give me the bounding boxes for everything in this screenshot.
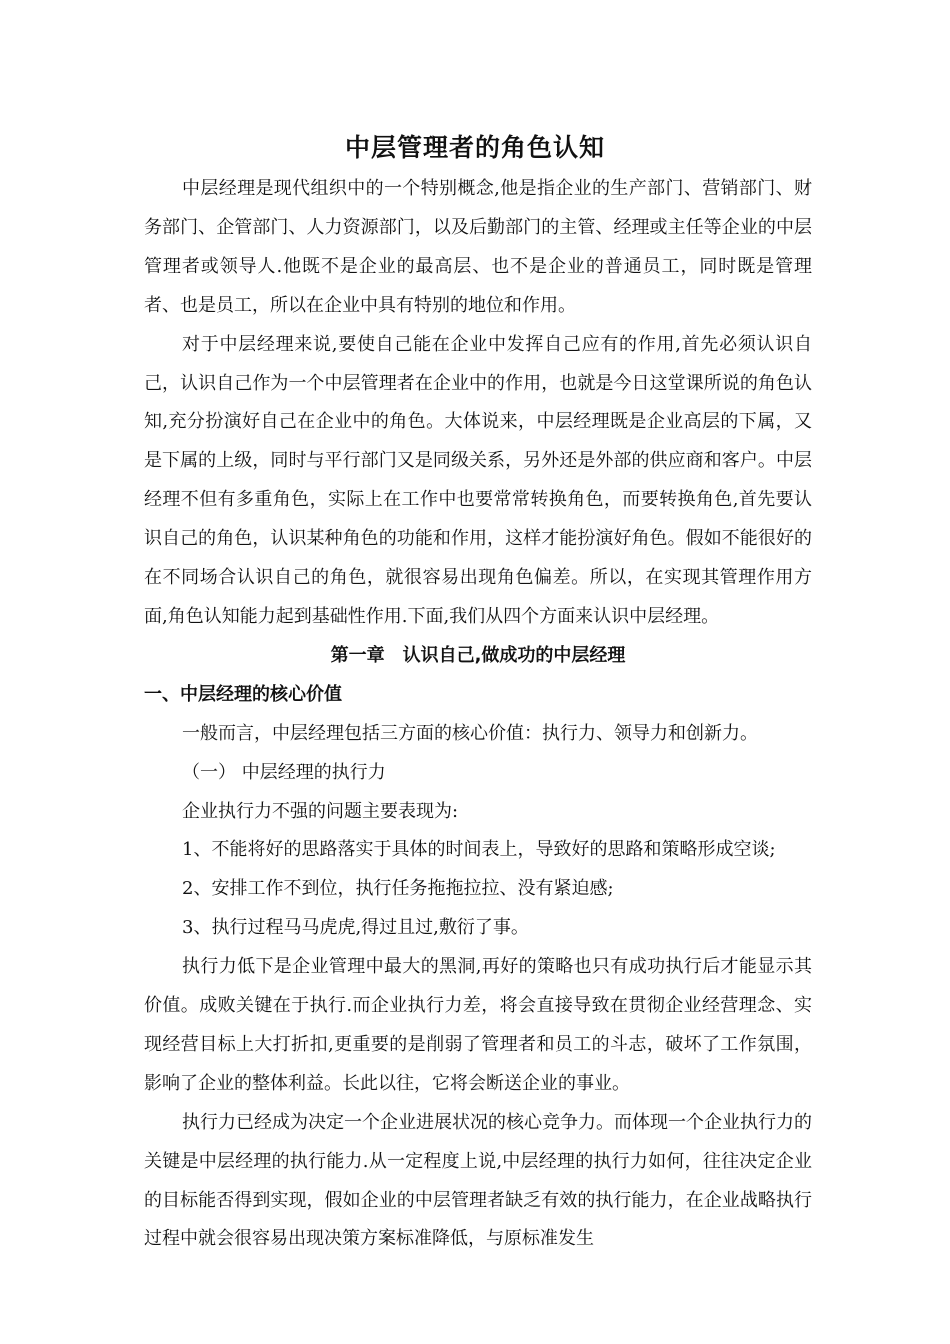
- list-item: 3、执行过程马马虎虎,得过且过,敷衍了事。: [182, 917, 529, 939]
- problems-intro: 企业执行力不强的问题主要表现为:: [182, 800, 459, 822]
- core-values-paragraph: 一般而言，中层经理包括三方面的核心价值：执行力、领导力和创新力。: [182, 722, 758, 744]
- list-item: 1、不能将好的思路落实于具体的时间表上，导致好的思路和策略形成空谈;: [182, 839, 776, 861]
- list-item: 2、安排工作不到位，执行任务拖拖拉拉、没有紧迫感;: [182, 878, 614, 900]
- chapter-heading: 第一章 认识自己,做成功的中层经理: [330, 644, 626, 666]
- document-title: 中层管理者的角色认知: [344, 133, 605, 162]
- document-body: [144, 170, 812, 1259]
- competitiveness-paragraph: 执行力已经成为决定一个企业进展状况的核心竞争力。而体现一个企业执行力的关键是中层经理的执行能力.从一定程度上说,中层经理的执行力如何，往往决定企业的目标能否得到实现，假如企业的中层管理者缺乏有效的执行能力，在企业战略执行过程中就会很容易出现决策方案标准降低，与原标准发生: [144, 1111, 812, 1250]
- intro-paragraph: 中层经理是现代组织中的一个特别概念,他是指企业的生产部门、营销部门、财务部门、企管部门、人力资源部门，以及后勤部门的主管、经理或主任等企业的中层管理者或领导人.他既不是企业的最高层、也不是企业的普通员工，同时既是管理者、也是员工，所以在企业中具有特别的地位和作用。: [144, 178, 812, 316]
- subsection-heading: （一） 中层经理的执行力: [182, 761, 386, 783]
- role-paragraph: 对于中层经理来说,要使自己能在企业中发挥自己应有的作用,首先必须认识自己，认识自己作为一个中层管理者在企业中的作用，也就是今日这堂课所说的角色认知,充分扮演好自己在企业中的角色。大体说来，中层经理既是企业高层的下属，又是下属的上级，同时与平行部门又是同级关系，另外还是外部的供应商和客户。中层经理不但有多重角色，实际上在工作中也要常常转换角色，而要转换角色,首先要认识自己的角色，认识某种角色的功能和作用，这样才能扮演好角色。假如不能很好的在不同场合认识自己的角色，就很容易出现角色偏差。所以，在实现其管理作用方面,角色认知能力起到基础性作用.下面,我们从四个方面来认识中层经理。: [144, 333, 812, 627]
- execution-paragraph: 执行力低下是企业管理中最大的黑洞,再好的策略也只有成功执行后才能显示其价值。成败关键在于执行.而企业执行力差，将会直接导致在贯彻企业经营理念、实现经营目标上大打折扣,更重要的是削弱了管理者和员工的斗志，破坏了工作氛围，影响了企业的整体利益。长此以往，它将会断送企业的事业。: [144, 956, 812, 1094]
- section-heading: 一、中层经理的核心价值: [144, 683, 342, 705]
